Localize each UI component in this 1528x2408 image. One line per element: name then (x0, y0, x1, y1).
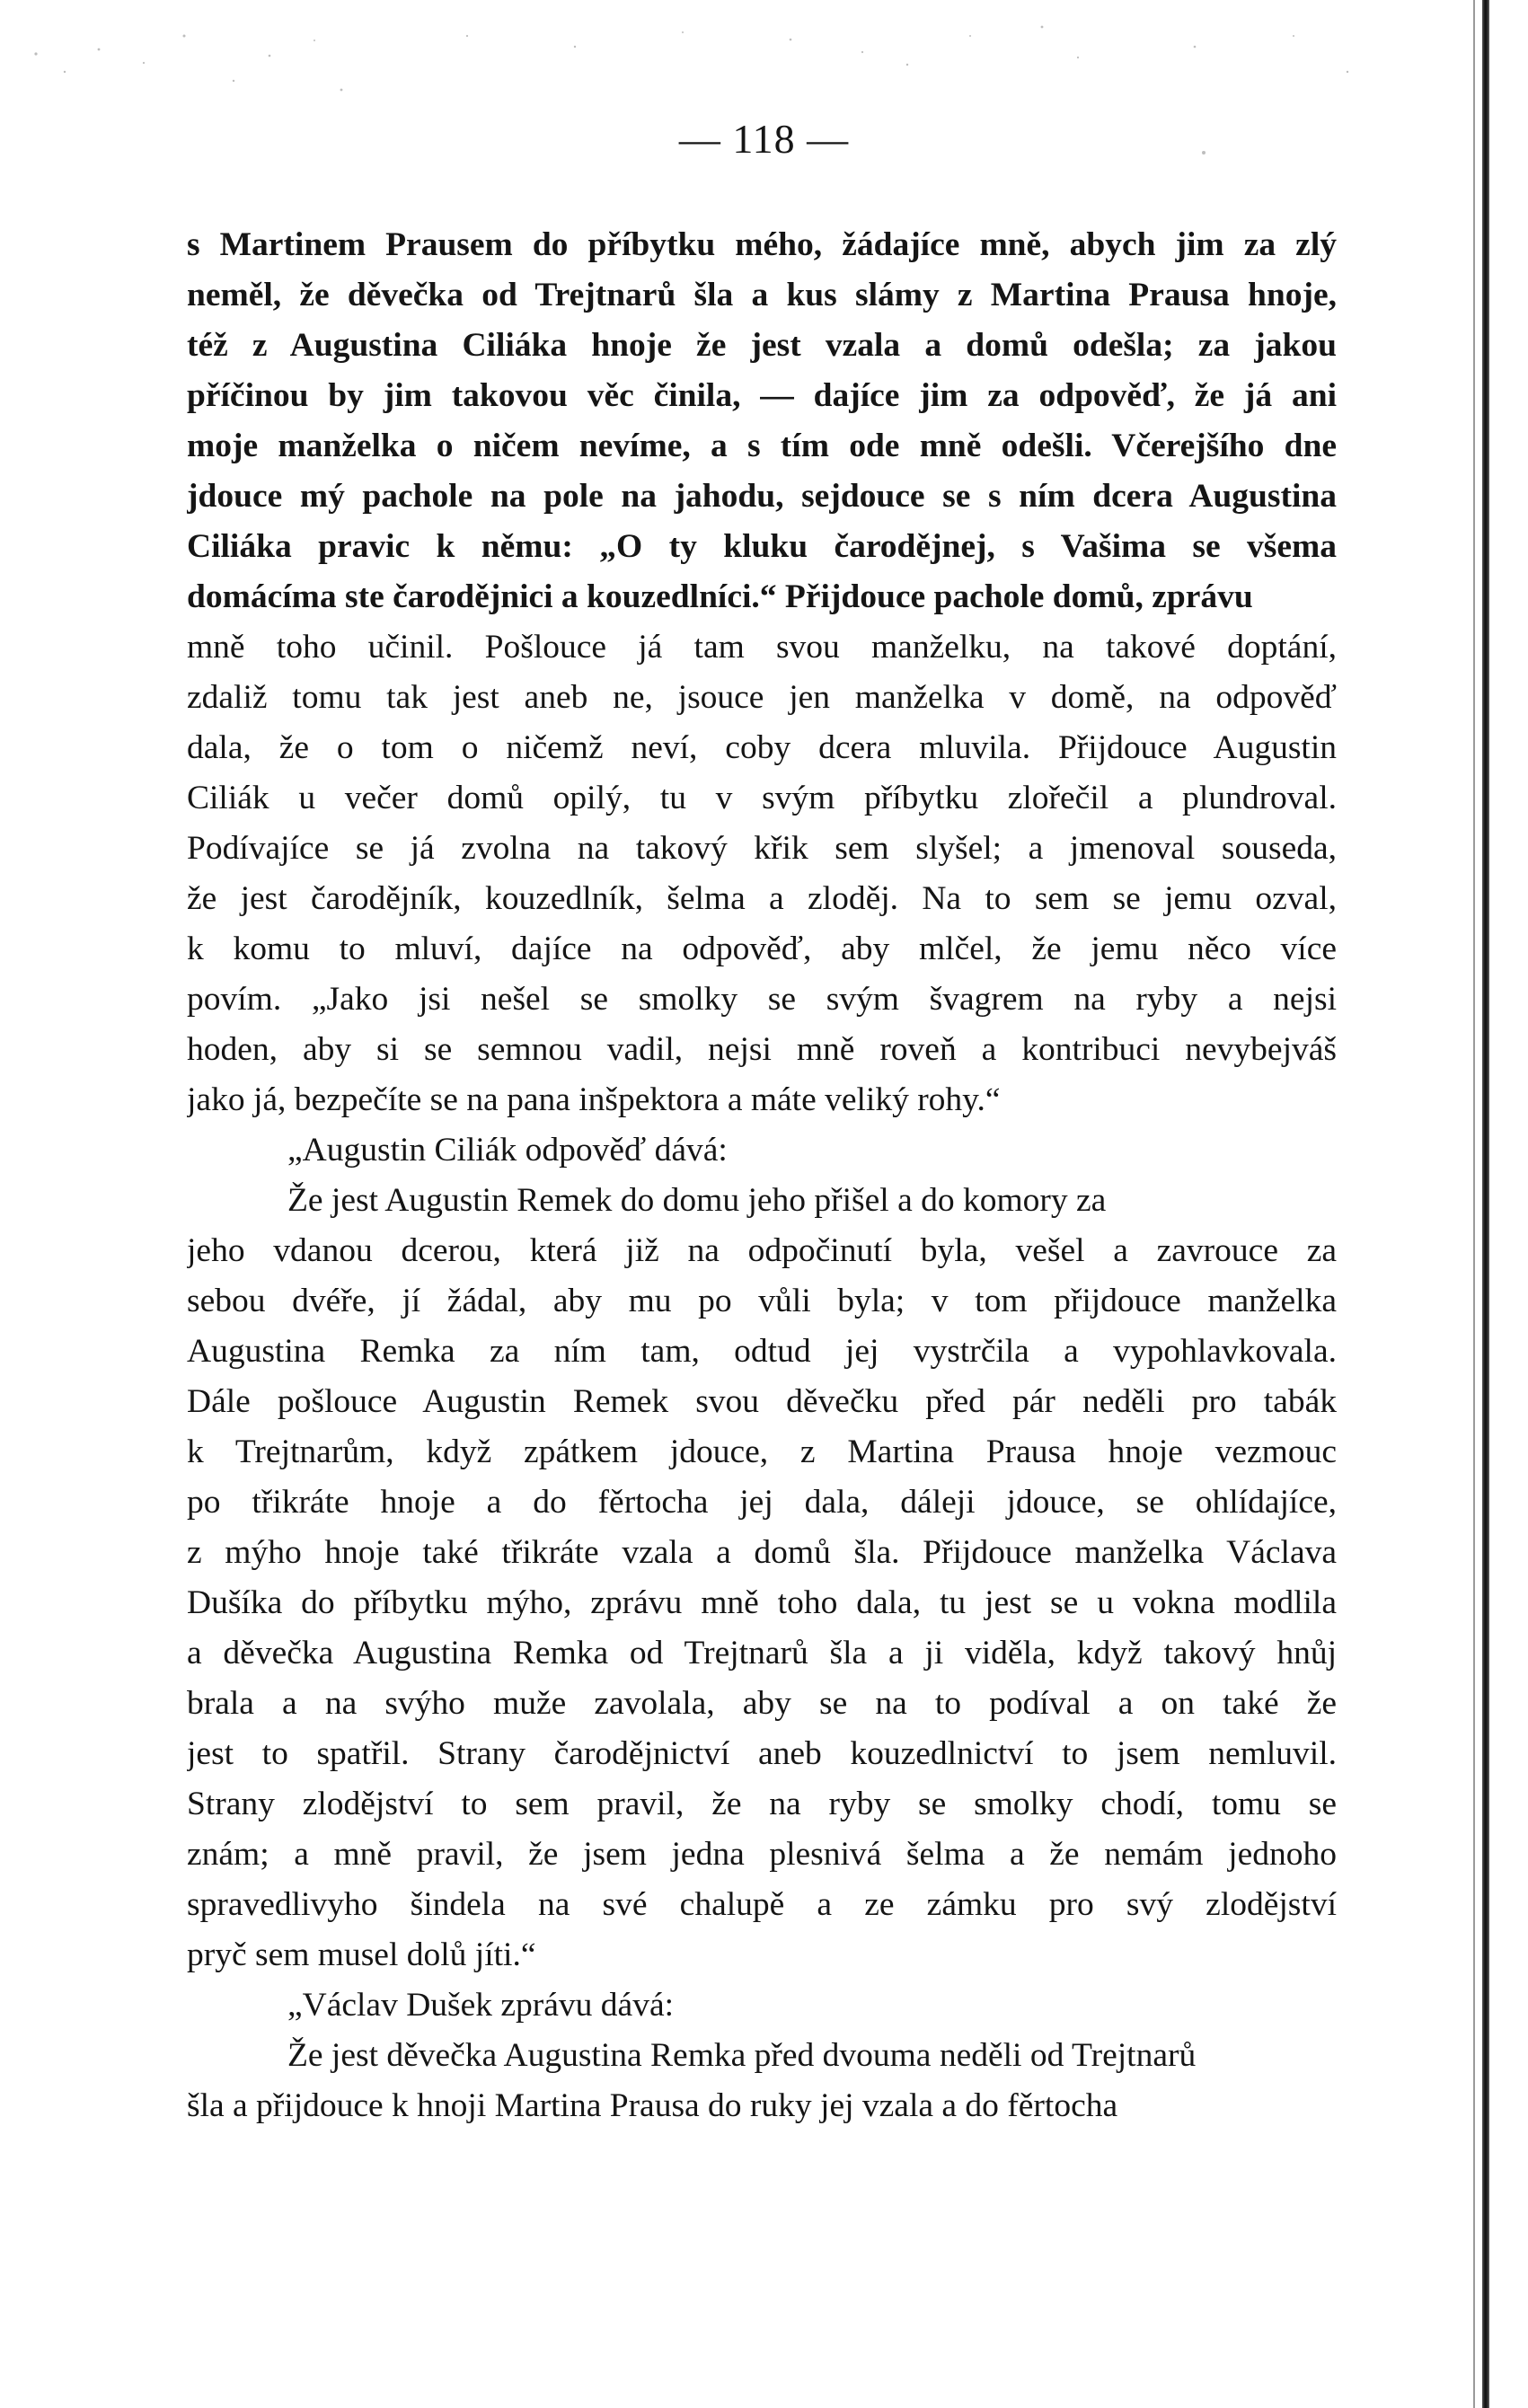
text-line: pryč sem musel dolů jíti.“ (187, 1936, 536, 1973)
text-line: neměl, že děvečka od Trejtnarů šla a kus slámy z Martina Prausa hnoje, (187, 277, 1337, 313)
text-line: moje manželka o ničem nevíme, a s tím ode mně odešli. Včerejšího dne (187, 428, 1337, 464)
text-line: Augustina Remka za ním tam, odtud jej vystrčila a vypohlavkovala. (187, 1333, 1337, 1370)
text-line: spravedlivyho šindela na své chalupě a ze zámku pro svý zlodějství (187, 1886, 1337, 1923)
page-number: — 118 — (678, 116, 850, 162)
text-line: Podívajíce se já zvolna na takový křik sem slyšel; a jmenoval souseda, (187, 830, 1337, 867)
text-line: Že jest děvečka Augustina Remka před dvouma neděli od Trejtnarů (287, 2037, 1197, 2074)
text-line: Že jest Augustin Remek do domu jeho přišel a do komory za (287, 1182, 1107, 1219)
text-line: domácíma ste čarodějnici a kouzedlníci.“ Přijdouce pachole domů, zprávu (187, 578, 1253, 615)
text-line: příčinou by jim takovou věc činila, — dajíce jim za odpověď, že já ani (187, 377, 1337, 414)
text-line: jdouce mý pachole na pole na jahodu, sejdouce se s ním dcera Augustina (187, 478, 1337, 515)
text-line: s Martinem Prausem do příbytku mého, žádajíce mně, abych jim za zlý (187, 226, 1337, 263)
text-line: „Augustin Ciliák odpověď dává: (287, 1132, 728, 1169)
paragraph (187, 1226, 1337, 1980)
text-line: šla a přijdouce k hnoji Martina Prausa do ruky jej vzala a do fěrtocha (187, 2087, 1118, 2124)
text-line: hoden, aby si se semnou vadil, nejsi mně roveň a kontribuci nevybejváš (187, 1031, 1337, 1068)
body-text (187, 220, 1337, 2131)
text-line: jeho vdanou dcerou, která již na odpočinutí byla, vešel a zavrouce za (187, 1232, 1337, 1269)
text-line: Dále pošlouce Augustin Remek svou děvečku před pár neděli pro tabák (187, 1383, 1337, 1420)
text-line: Ciliák u večer domů opilý, tu v svým příbytku zlořečil a plundroval. (187, 780, 1337, 816)
text-line: mně toho učinil. Pošlouce já tam svou manželku, na takové doptání, (187, 629, 1337, 666)
text-line: a děvečka Augustina Remka od Trejtnarů šla a ji viděla, když takový hnůj (187, 1635, 1337, 1671)
text-line: Dušíka do příbytku mýho, zprávu mně toho dala, tu jest se u vokna modlila (187, 1584, 1337, 1621)
text-line: k Trejtnarům, když zpátkem jdouce, z Martina Prausa hnoje vezmouc (187, 1433, 1337, 1470)
text-line: znám; a mně pravil, že jsem jedna plesnivá šelma a že nemám jednoho (187, 1836, 1337, 1873)
paragraph (187, 2081, 1337, 2131)
text-line: jako já, bezpečíte se na pana inšpektora a máte veliký rohy.“ (187, 1081, 1001, 1118)
paragraph (187, 622, 1337, 1125)
text-line: Strany zlodějství to sem pravil, že na ryby se smolky chodí, tomu se (187, 1786, 1337, 1822)
text-line: jest to spatřil. Strany čarodějnictví aneb kouzedlnictví to jsem nemluvil. (187, 1735, 1337, 1772)
text-line: po třikráte hnoje a do fěrtocha jej dala, dáleji jdouce, se ohlídajíce, (187, 1484, 1337, 1521)
text-line: brala a na svýho muže zavolala, aby se na to podíval a on také že (187, 1685, 1337, 1722)
page-edge-line (1473, 0, 1475, 2408)
paragraph (187, 1980, 1337, 2031)
text-line: „Václav Dušek zprávu dává: (287, 1987, 675, 2024)
text-line: dala, že o tom o ničemž neví, coby dcera mluvila. Přijdouce Augustin (187, 729, 1337, 766)
text-line: též z Augustina Ciliáka hnoje že jest vzala a domů odešla; za jakou (187, 327, 1337, 364)
paragraph (187, 1125, 1337, 1176)
text-line: sebou dvéře, jí žádal, aby mu po vůli byla; v tom přijdouce manželka (187, 1283, 1337, 1319)
paragraph (187, 1176, 1337, 1226)
text-line: povím. „Jako jsi nešel se smolky se svým švagrem na ryby a nejsi (187, 981, 1337, 1018)
text-line: že jest čarodějník, kouzedlník, šelma a zloděj. Na to sem se jemu ozval, (187, 880, 1337, 917)
text-line: Ciliáka pravic k němu: „O ty kluku čarodějnej, s Vašima se všema (187, 528, 1337, 565)
page-edge-shadow (1482, 0, 1489, 2408)
text-line: z mýho hnoje také třikráte vzala a domů šla. Přijdouce manželka Václava (187, 1534, 1337, 1571)
text-line: zdaliž tomu tak jest aneb ne, jsouce jen manželka v domě, na odpověď (187, 679, 1337, 716)
paragraph (187, 220, 1337, 622)
text-line: k komu to mluví, dajíce na odpověď, aby mlčel, že jemu něco více (187, 931, 1337, 967)
paragraph (187, 2031, 1337, 2081)
